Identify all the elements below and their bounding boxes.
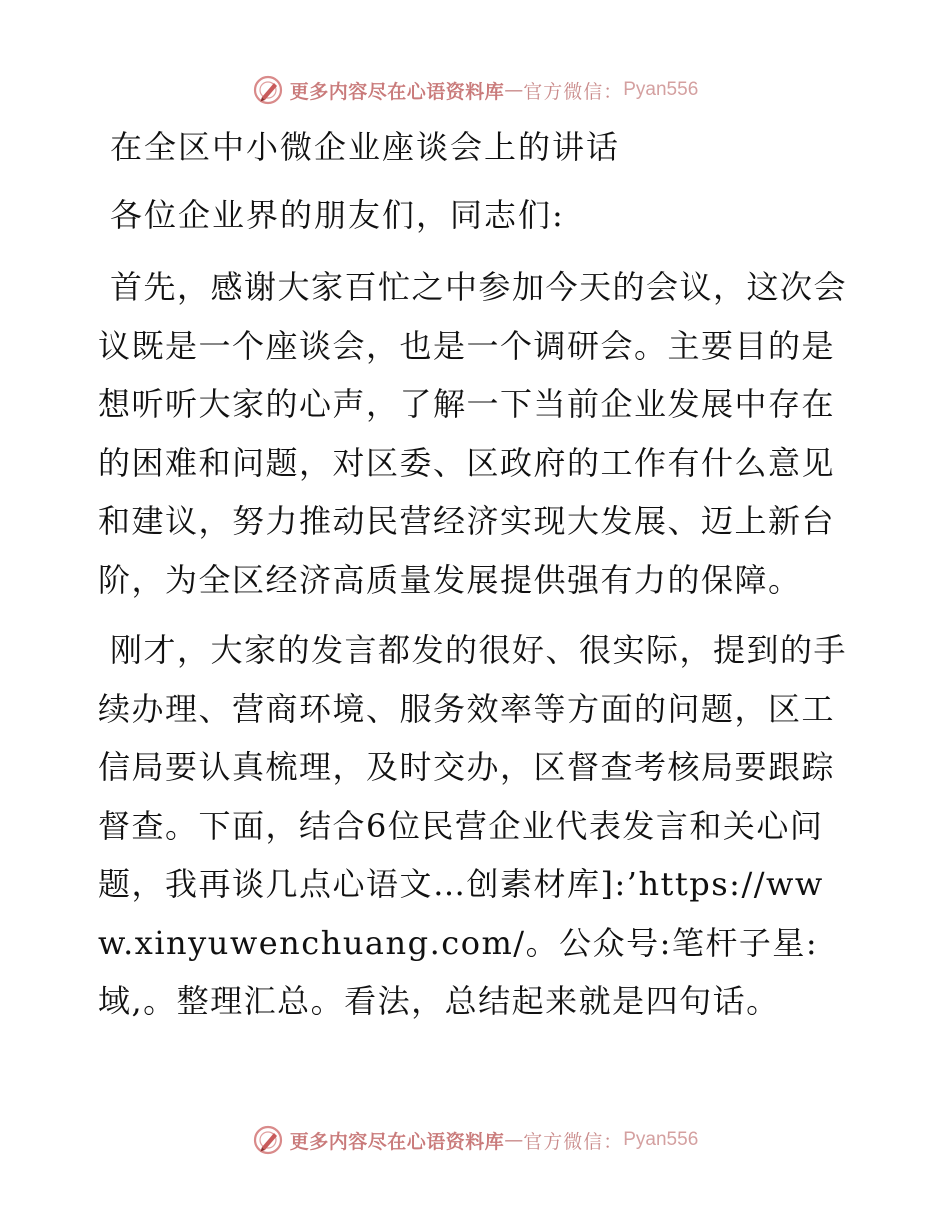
- pen-logo-icon: [252, 1124, 284, 1156]
- watermark-dash: —: [504, 1129, 524, 1151]
- watermark-header: [0, 70, 950, 110]
- watermark-wechat-id: Pyan556: [623, 1129, 699, 1150]
- document-title: 在全区中小微企业座谈会上的讲话: [110, 128, 621, 166]
- watermark-brand: 更多内容尽在心语资料库: [289, 1130, 505, 1153]
- watermark-brand: 更多内容尽在心语资料库: [289, 80, 505, 103]
- pen-logo-icon: [252, 74, 284, 106]
- watermark-footer: [0, 1120, 950, 1160]
- paragraph-2: 刚才，大家的发言都发的很好、很实际，提到的手续办理、营商环境、服务效率等方面的问题，区工信局要认真梳理，及时交办，区督查考核局要跟踪督查。下面，结合6位民营企业代表发言和关心问题，我再谈几点心语文…创素材库]:’https://www.xinyuwenchuang.com/。公众号:笔杆子星:域,。整理汇总。看法，总结起来就是四句话。: [98, 631, 848, 1020]
- watermark-dash: —: [504, 79, 524, 101]
- salutation: 各位企业界的朋友们，同志们:: [110, 196, 565, 234]
- watermark-wechat-id: Pyan556: [623, 79, 699, 100]
- watermark-wechat-label: 官方微信：: [523, 80, 624, 103]
- document-body: [98, 118, 858, 1043]
- watermark-wechat-label: 官方微信：: [523, 1130, 624, 1153]
- paragraph-1: 首先，感谢大家百忙之中参加今天的会议，这次会议既是一个座谈会，也是一个调研会。主要目的是想听听大家的心声，了解一下当前企业发展中存在的困难和问题，对区委、区政府的工作有什么意见和建议，努力推动民营经济实现大发展、迈上新台阶，为全区经济高质量发展提供强有力的保障。: [98, 268, 848, 599]
